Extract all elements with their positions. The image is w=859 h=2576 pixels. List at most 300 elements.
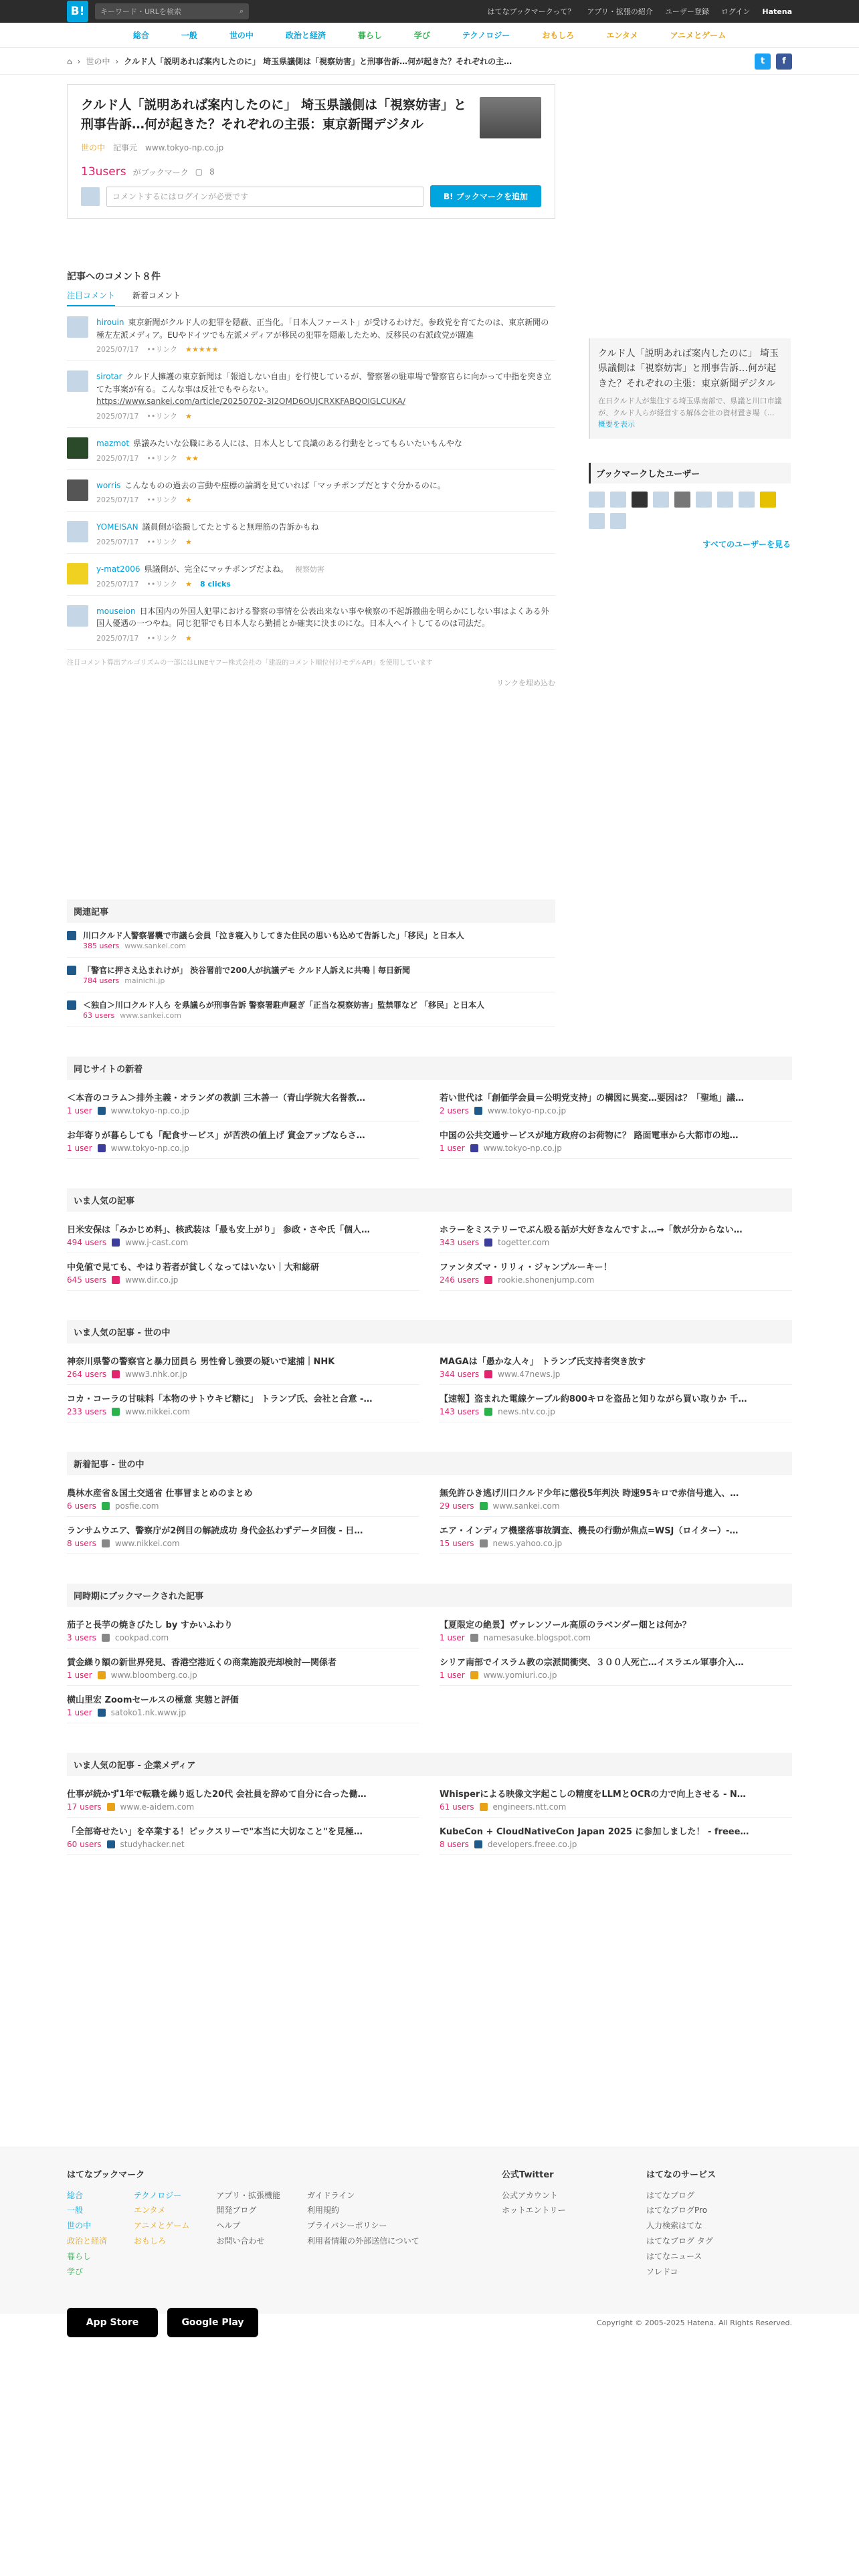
article-title[interactable]: 【夏限定の絶景】ヴァレンソール高原のラベンダー畑とは何か？ — [440, 1620, 691, 1630]
article-item[interactable] — [440, 1818, 792, 1855]
related-body — [83, 999, 484, 1020]
article-title[interactable]: 賃金繰り額の新世界発見、香港空港近くの商業施設売却検討―関係者 — [67, 1657, 337, 1668]
footer-link[interactable]: おもしろ — [134, 2236, 167, 2246]
article-users[interactable]: 61 users — [440, 1802, 474, 1812]
article-users[interactable]: 3 users — [67, 1632, 96, 1642]
footer-services-header: はてなのサービス — [646, 2170, 717, 2180]
article-item[interactable] — [67, 1216, 419, 1253]
article-users[interactable]: 8 users — [440, 1839, 469, 1849]
footer-link[interactable]: アニメとゲーム — [134, 2221, 190, 2231]
site-favicon — [484, 1239, 492, 1247]
section-columns — [67, 1348, 792, 1422]
article-domain[interactable]: www.nikkei.com — [114, 1538, 180, 1548]
article-domain[interactable]: www.tokyo-np.co.jp — [110, 1143, 189, 1153]
footer-link[interactable]: テクノロジー — [134, 2190, 182, 2200]
related-users[interactable]: 63 users — [83, 1010, 115, 1020]
footer-link[interactable]: 利用者情報の外部送信について — [306, 2236, 419, 2246]
hatena-bookmark-logo[interactable]: B! — [67, 1, 88, 22]
avatar — [81, 187, 100, 206]
article-item[interactable] — [67, 1121, 419, 1159]
article-title[interactable]: 横山里宏 Zoomセールスの極意 実態と評価 — [67, 1695, 239, 1705]
user-avatar[interactable] — [67, 316, 88, 338]
about-link[interactable]: はてなブックマークって？ — [487, 7, 575, 16]
footer-link[interactable]: 暮らし — [67, 2251, 92, 2261]
footer-link[interactable]: 開発ブログ — [216, 2206, 257, 2216]
article-domain[interactable]: satoko1.nk.www.jp — [110, 1707, 187, 1717]
footer-link[interactable]: 一般 — [67, 2206, 84, 2216]
search-icon[interactable]: ⌕ — [239, 7, 244, 15]
article-domain[interactable]: www.tokyo-np.co.jp — [483, 1143, 562, 1153]
article-title[interactable]: ＜本音のコラム＞排外主義・オランダの教訓 三木善一（青山学院大名誉教… — [67, 1093, 365, 1103]
signup-link[interactable]: ユーザー登録 — [664, 7, 709, 16]
user-avatar[interactable] — [653, 492, 669, 508]
user-avatar[interactable] — [696, 492, 712, 508]
section-columns — [67, 1611, 792, 1723]
article-domain[interactable]: www.nikkei.com — [125, 1406, 190, 1416]
comment-date[interactable]: 2025/07/17 — [96, 412, 139, 421]
footer-link[interactable]: 人力検索はてな — [646, 2221, 703, 2231]
article-item[interactable] — [440, 1216, 792, 1253]
sidebar — [589, 338, 791, 550]
footer — [0, 2147, 859, 2328]
site-favicon — [470, 1634, 478, 1642]
user-avatar[interactable] — [610, 492, 626, 508]
article-title[interactable]: 「全部寄せたい」を卒業する！ピックスリーで"本当に大切なこと"を見極… — [67, 1826, 363, 1837]
article-users[interactable]: 1 user — [67, 1707, 92, 1717]
article-users[interactable]: 29 users — [440, 1501, 474, 1511]
section-column — [67, 1611, 419, 1723]
article-meta — [67, 1275, 419, 1285]
user-avatar[interactable] — [67, 437, 88, 459]
article-domain[interactable]: news.ntv.co.jp — [498, 1406, 555, 1416]
comment-content: 県議側が、完全にマッチポンプだよね。 — [144, 564, 289, 574]
article-users[interactable]: 1 user — [67, 1105, 92, 1115]
comment-stars[interactable]: ★ — [185, 412, 193, 421]
tab-new[interactable]: 新着コメント — [132, 291, 181, 300]
article-domain[interactable]: www.bloomberg.co.jp — [110, 1670, 197, 1680]
nav-knowledge[interactable]: 学び — [413, 31, 430, 40]
article-item[interactable] — [67, 1253, 419, 1291]
comment-placeholder: コメントするにはログインが必要です — [112, 192, 249, 201]
article-item[interactable] — [67, 1385, 419, 1422]
article-domain[interactable]: www.dir.co.jp — [125, 1275, 179, 1285]
article-domain[interactable]: engineers.ntt.com — [492, 1802, 567, 1812]
article-item[interactable] — [67, 1818, 419, 1855]
article-users[interactable]: 494 users — [67, 1237, 107, 1247]
comment-tag[interactable]: 視察妨害 — [295, 564, 325, 574]
login-link[interactable]: ログイン — [721, 7, 751, 16]
comment-stars[interactable]: ★★★★★ — [185, 345, 219, 354]
entry-thumbnail[interactable] — [480, 97, 541, 138]
footer-bookmark-header: はてなブックマーク — [67, 2170, 145, 2180]
site-favicon — [107, 1803, 115, 1811]
related-title[interactable]: 「警官に押さえ込まれけが」 渋谷署前で200人が抗議デモ クルド人訴えに共鳴｜毎日新聞 — [83, 965, 411, 975]
nav-economics[interactable]: 政治と経済 — [285, 31, 326, 40]
article-meta — [67, 1633, 419, 1642]
comment-permalink[interactable]: ••リンク — [147, 579, 178, 588]
comment-date[interactable]: 2025/07/17 — [96, 453, 139, 463]
user-avatar[interactable] — [67, 370, 88, 392]
user-avatar[interactable] — [717, 492, 733, 508]
comment-stars[interactable]: ★ — [185, 633, 193, 643]
nav-game[interactable]: アニメとゲーム — [670, 31, 727, 40]
article-item[interactable] — [67, 1686, 419, 1723]
related-item[interactable] — [67, 958, 555, 992]
comment-stars[interactable]: ★★ — [185, 453, 199, 463]
article-domain[interactable]: togetter.com — [498, 1237, 550, 1247]
related-domain[interactable]: www.sankei.com — [124, 941, 186, 950]
site-favicon — [474, 1840, 482, 1848]
comment-permalink[interactable]: ••リンク — [147, 496, 178, 505]
comment-permalink[interactable]: ••リンク — [147, 633, 178, 643]
user-avatar[interactable] — [67, 521, 88, 542]
article-title[interactable]: ホラーをミステリーでぶん殴る話が大好きなんですよ…→「飲が分からない… — [440, 1224, 743, 1235]
breadcrumb-section[interactable]: 世の中 — [86, 57, 110, 66]
comment-content: こんなものの過去の言動や座標の論調を見ていれば「マッチポンプだとすぐ分かるのに。 — [124, 480, 446, 490]
article-title[interactable]: ファンタズマ・リリィ・ジャンプルーキー！ — [440, 1262, 612, 1273]
article-item[interactable] — [440, 1121, 792, 1159]
article-meta — [440, 1238, 792, 1247]
user-avatar[interactable] — [67, 563, 88, 584]
nav-life[interactable]: 暮らし — [357, 31, 382, 40]
site-favicon — [102, 1634, 110, 1642]
article-domain[interactable]: www.yomiuri.co.jp — [483, 1670, 557, 1680]
article-title[interactable]: 【速報】盗まれた電線ケーブル約800キロを盗品と知りながら買い取りか 千… — [440, 1394, 747, 1404]
article-item[interactable] — [67, 1780, 419, 1818]
article-section — [67, 1452, 792, 1554]
article-domain[interactable]: www.sankei.com — [492, 1501, 560, 1511]
show-summary-link[interactable]: 概要を表示 — [598, 420, 635, 429]
article-meta — [440, 1407, 792, 1416]
article-item[interactable] — [440, 1780, 792, 1818]
apps-link[interactable]: アプリ・拡張の紹介 — [587, 7, 653, 16]
comment-stars[interactable]: ★ — [185, 496, 193, 505]
comment-user[interactable]: hirouin — [96, 318, 124, 327]
site-favicon — [474, 1107, 482, 1115]
site-favicon — [98, 1709, 106, 1717]
comment-permalink[interactable]: ••リンク — [147, 345, 178, 354]
article-meta — [67, 1106, 419, 1115]
article-users[interactable]: 1 user — [440, 1143, 465, 1153]
comment-body — [96, 370, 555, 422]
section-column — [440, 1084, 792, 1159]
article-title[interactable]: MAGAは「愚かな人々」 トランプ氏支持者突き放す — [440, 1356, 646, 1367]
site-favicon — [98, 1144, 106, 1152]
article-meta — [67, 1370, 419, 1379]
article-meta — [67, 1708, 419, 1717]
footer-link[interactable]: 学び — [67, 2266, 84, 2276]
article-domain[interactable]: rookie.shonenjump.com — [498, 1275, 595, 1285]
comment-body — [96, 521, 555, 548]
users-count[interactable]: 13users — [81, 165, 126, 179]
article-title[interactable]: Whisperによる映像文字起こしの精度をLLMとOCRの力で向上させる - N… — [440, 1789, 746, 1800]
article-domain[interactable]: www.tokyo-np.co.jp — [110, 1105, 189, 1115]
article-item[interactable] — [440, 1517, 792, 1554]
article-title[interactable]: 中免値で見ても、やはり若者が貧しくなってはいない｜大和総研 — [67, 1262, 320, 1273]
article-users[interactable]: 1 user — [67, 1670, 92, 1680]
article-domain[interactable]: cookpad.com — [114, 1632, 169, 1642]
article-title[interactable]: コカ・コーラの甘味料「本物のサトウキビ糖に」 トランプ氏、会社と合意 -… — [67, 1394, 373, 1404]
nav-it[interactable]: テクノロジー — [462, 31, 510, 40]
footer-link[interactable]: 世の中 — [67, 2221, 92, 2231]
article-meta — [67, 1144, 419, 1153]
related-section — [67, 899, 555, 1027]
article-users[interactable]: 343 users — [440, 1237, 480, 1247]
section-column — [440, 1611, 792, 1723]
breadcrumb-sep: › — [77, 56, 81, 66]
article-users[interactable]: 1 user — [440, 1670, 465, 1680]
comment-content: 日本国内の外国人犯罪における警察の事情を公表出来ない事や検察の不起訴撤曲を明らかにしない事はよくある外国人優遇の一つやね。同じ犯罪でも日本人なら勤捕とか確実に決まのにな。日本人ヘイトしてるのは司法だ。 — [96, 606, 549, 629]
related-item[interactable] — [67, 923, 555, 958]
article-item[interactable] — [67, 1479, 419, 1517]
comment-input[interactable] — [106, 187, 423, 207]
article-title[interactable]: 神奈川県警の警察官と暴力団員ら 男性脅し強要の疑いで逮捕｜NHK — [67, 1356, 335, 1367]
site-favicon — [98, 1671, 106, 1679]
article-users[interactable]: 1 user — [440, 1632, 465, 1642]
related-title[interactable]: 川口クルド人警察署襲で市議ら会員「泣き寝入りしてきた住民の思いも込めて告訴した」「移民」と日本人 — [83, 930, 464, 940]
article-title[interactable]: 若い世代は「創価学会員＝公明党支持」の構図に異変…要因は？「聖地」議… — [440, 1093, 745, 1103]
footer-link[interactable]: ホットエントリー — [502, 2206, 566, 2216]
embed-link[interactable]: リンクを埋め込む — [496, 678, 555, 687]
add-bookmark-label: ブックマークを追加 — [456, 192, 528, 201]
article-title[interactable]: お年寄りが暮らしても「配食サービス」が苦渋の値上げ 賞金アップならさ… — [67, 1130, 365, 1141]
footer-link[interactable]: 利用規約 — [306, 2206, 339, 2216]
comment-meta — [96, 344, 555, 355]
section-column — [440, 1479, 792, 1554]
footer-link[interactable]: 総合 — [67, 2190, 84, 2200]
related-domain[interactable]: www.sankei.com — [120, 1010, 181, 1020]
comment-content: 東京新聞がクルド人の犯罪を隠蔽、正当化。「日本人ファースト」が受けるわけだ。参政党を育てたのは、東京新聞の極左左派メディア。EUやドイツでも左派メディアが移民の犯罪を隠蔽したため、反移民の右派政党が躍進 — [96, 318, 549, 340]
related-users[interactable]: 784 users — [83, 976, 120, 985]
article-item[interactable] — [440, 1348, 792, 1385]
add-bookmark-button[interactable]: B! ブックマークを追加 — [430, 185, 541, 207]
nav-all[interactable]: 総合 — [132, 31, 149, 40]
comment-stars[interactable]: ★ — [185, 579, 193, 588]
comment-stars[interactable]: ★ — [185, 537, 193, 546]
article-domain[interactable]: www.j-cast.com — [125, 1237, 189, 1247]
article-domain[interactable]: namesasuke.blogspot.com — [483, 1632, 591, 1642]
article-title[interactable]: 農林水産省＆国土交通省 仕事冒まとめのまとめ — [67, 1488, 253, 1499]
comment-date[interactable]: 2025/07/17 — [96, 633, 139, 643]
user-avatar[interactable] — [589, 513, 605, 529]
article-item[interactable] — [440, 1648, 792, 1686]
article-users[interactable]: 6 users — [67, 1501, 96, 1511]
comment-text — [96, 479, 555, 492]
search-input[interactable] — [95, 3, 249, 19]
section-header: いま人気の記事 — [67, 1188, 792, 1212]
article-title[interactable]: シリア南部でイスラム教の宗派間衝突、３００人死亡…イスラエル軍事介入… — [440, 1657, 744, 1668]
article-domain[interactable]: studyhacker.net — [120, 1839, 185, 1849]
tab-popular[interactable]: 注目コメント — [67, 290, 115, 306]
comment-permalink[interactable]: ••リンク — [147, 412, 178, 421]
footer-link[interactable]: はてなブログ タグ — [646, 2236, 713, 2246]
comment-text — [96, 521, 555, 534]
article-title[interactable]: 仕事が続かず1年で転職を繰り返した20代 会社員を辞めて自分に合った働… — [67, 1789, 367, 1800]
comment-clicks[interactable]: 8 clicks — [200, 579, 231, 588]
section-column — [440, 1780, 792, 1855]
related-meta — [83, 976, 410, 985]
google-play-badge[interactable]: Google Play — [167, 2308, 258, 2337]
footer-link[interactable]: お問い合わせ — [216, 2236, 265, 2246]
article-meta — [440, 1275, 792, 1285]
comment-item — [67, 596, 555, 650]
footer-link[interactable]: ソレドコ — [646, 2266, 678, 2276]
user-avatar[interactable] — [67, 479, 88, 501]
facebook-icon[interactable]: f — [776, 53, 792, 70]
article-item[interactable] — [440, 1479, 792, 1517]
nav-social[interactable]: 世の中 — [229, 31, 254, 40]
article-item[interactable] — [67, 1084, 419, 1121]
comment-meta — [96, 633, 555, 644]
comment-count: 8 — [209, 167, 215, 177]
related-header: 関連記事 — [67, 899, 555, 923]
footer-link[interactable]: アプリ・拡張機能 — [216, 2190, 280, 2200]
related-domain[interactable]: mainichi.jp — [124, 976, 165, 985]
comment-date[interactable]: 2025/07/17 — [96, 579, 139, 588]
site-favicon — [67, 1000, 76, 1010]
article-users[interactable]: 233 users — [67, 1406, 107, 1416]
article-title[interactable]: 茄子と長芋の焼きびたし by すかいふわり — [67, 1620, 233, 1630]
comment-user[interactable]: y-mat2006 — [96, 564, 140, 574]
article-title[interactable]: 中国の公共交通サービスが地方政府のお荷物に？ 路面電車から大都市の地… — [440, 1130, 739, 1141]
entry-title[interactable]: クルド人「説明あれば案内したのに」 埼玉県議側は「視察妨害」と刑事告訴…何が起きた？それぞれの主張：東京新聞デジタル — [81, 98, 467, 132]
site-favicon — [107, 1840, 115, 1848]
user-avatar[interactable] — [610, 513, 626, 529]
article-title[interactable]: 日米安保は「みかじめ料」、核武装は「最も安上がり」 参政・さや氏「個人… — [67, 1224, 371, 1235]
footer-link[interactable]: はてなブログPro — [646, 2206, 708, 2216]
article-domain[interactable]: www.47news.jp — [498, 1369, 561, 1379]
comment-date[interactable]: 2025/07/17 — [96, 537, 139, 546]
sidebar-title[interactable]: クルド人「説明あれば案内したのに」 埼玉県議側は「視察妨害」と刑事告訴…何が起きた？それぞれの主張：東京新聞デジタル — [598, 348, 779, 389]
footer-link[interactable]: ガイドライン — [306, 2190, 355, 2200]
nav-entertainment[interactable]: エンタメ — [606, 31, 638, 40]
footer-link[interactable]: 公式アカウント — [502, 2190, 558, 2200]
comment-user[interactable]: sirotar — [96, 372, 122, 382]
section-column — [440, 1216, 792, 1291]
search-placeholder: キーワード・URLを検索 — [100, 7, 181, 16]
article-domain[interactable]: news.yahoo.co.jp — [492, 1538, 563, 1548]
section-columns — [67, 1216, 792, 1291]
site-favicon — [480, 1803, 488, 1811]
article-item[interactable] — [440, 1611, 792, 1648]
nav-fun[interactable]: おもしろ — [542, 31, 575, 40]
footer-link[interactable]: はてなブログ — [646, 2190, 695, 2200]
article-users[interactable]: 246 users — [440, 1275, 480, 1285]
article-title[interactable]: KubeCon + CloudNativeCon Japan 2025 に参加しました！ - freee… — [440, 1826, 749, 1837]
site-favicon — [102, 1539, 110, 1547]
user-avatar[interactable] — [67, 605, 88, 627]
comment-item — [67, 554, 555, 596]
article-item[interactable] — [67, 1611, 419, 1648]
footer-link[interactable]: エンタメ — [134, 2206, 166, 2216]
article-domain[interactable]: www.tokyo-np.co.jp — [487, 1105, 567, 1115]
app-store-badge[interactable]: App Store — [67, 2308, 158, 2337]
comment-user[interactable]: YOMEISAN — [96, 522, 138, 532]
article-users[interactable]: 344 users — [440, 1369, 480, 1379]
article-item[interactable] — [440, 1385, 792, 1422]
comment-date[interactable]: 2025/07/17 — [96, 496, 139, 505]
entry-category[interactable]: 世の中 — [81, 143, 106, 152]
entry-record-label: 記事元 — [113, 143, 138, 152]
section-header: いま人気の記事 - 企業メディア — [67, 1753, 792, 1776]
user-avatar[interactable] — [739, 492, 755, 508]
footer-link[interactable]: プライバシーポリシー — [306, 2221, 387, 2231]
article-meta — [67, 1539, 419, 1548]
article-section — [67, 1584, 792, 1723]
comment-user[interactable]: mouseion — [96, 606, 136, 616]
article-domain[interactable]: www.e-aidem.com — [120, 1802, 195, 1812]
article-title[interactable]: ランサムウエア、警察庁が2例目の解読成功 身代金払わずデータ回復 - 日… — [67, 1525, 363, 1536]
article-users[interactable]: 15 users — [440, 1538, 474, 1548]
article-title[interactable]: エア・インディア機墜落事故調査、機長の行動が焦点=WSJ（ロイター）-… — [440, 1525, 739, 1536]
footer-link[interactable]: はてなニュース — [646, 2251, 702, 2261]
section-column — [67, 1216, 419, 1291]
article-item[interactable] — [67, 1648, 419, 1686]
comment-body — [96, 479, 555, 506]
footer-link[interactable]: 政治と経済 — [67, 2236, 108, 2246]
site-favicon — [67, 966, 76, 975]
article-users[interactable]: 143 users — [440, 1406, 480, 1416]
article-domain[interactable]: posfie.com — [114, 1501, 159, 1511]
user-avatar[interactable] — [632, 492, 648, 508]
site-favicon — [470, 1671, 478, 1679]
twitter-icon[interactable]: t — [755, 53, 771, 70]
comments-header: 記事へのコメント８件 — [67, 272, 161, 282]
related-users[interactable]: 385 users — [83, 941, 120, 950]
comment-permalink[interactable]: ••リンク — [147, 453, 178, 463]
article-domain[interactable]: developers.freee.co.jp — [487, 1839, 577, 1849]
home-icon[interactable]: ⌂ — [67, 56, 72, 66]
article-item[interactable] — [67, 1348, 419, 1385]
article-users[interactable]: 645 users — [67, 1275, 107, 1285]
article-meta — [67, 1840, 419, 1849]
article-domain[interactable]: www3.nhk.or.jp — [125, 1369, 187, 1379]
comment-permalink[interactable]: ••リンク — [147, 537, 178, 546]
users-label: がブックマーク — [132, 167, 189, 177]
article-users[interactable]: 8 users — [67, 1538, 96, 1548]
article-users[interactable]: 1 user — [67, 1143, 92, 1153]
comment-user[interactable]: worris — [96, 480, 121, 490]
nav-general[interactable]: 一般 — [181, 31, 197, 40]
related-item[interactable] — [67, 992, 555, 1027]
comment-body — [96, 316, 555, 355]
comment-item — [67, 307, 555, 361]
all-users-link[interactable]: すべてのユーザーを見る — [702, 539, 791, 549]
entry-domain[interactable]: www.tokyo-np.co.jp — [145, 142, 224, 152]
article-title[interactable]: 無免許ひき逃げ川口クルド少年に懲役5年判決 時速95キロで赤信号進入、… — [440, 1488, 739, 1499]
article-users[interactable]: 2 users — [440, 1105, 469, 1115]
comment-user[interactable]: mazmot — [96, 439, 130, 449]
article-users[interactable]: 264 users — [67, 1369, 107, 1379]
user-avatar[interactable] — [674, 492, 690, 508]
user-avatar[interactable] — [760, 492, 776, 508]
comment-url[interactable]: https://www.sankei.com/article/20250702-3I2OMD6OUJCRXKFABQOIGLCUKA/ — [96, 397, 405, 407]
comment-item — [67, 428, 555, 470]
article-users[interactable]: 17 users — [67, 1802, 102, 1812]
footer-link[interactable]: ヘルプ — [216, 2221, 241, 2231]
user-avatar[interactable] — [589, 492, 605, 508]
article-item[interactable] — [440, 1084, 792, 1121]
related-title[interactable]: ＜独自＞川口クルド人ら を県議らが刑事告訴 警察署駐声騒ぎ「正当な視察妨害」監禁罪など 「移民」と日本人 — [83, 1000, 485, 1010]
article-meta — [440, 1144, 792, 1153]
article-item[interactable] — [67, 1517, 419, 1554]
comment-body — [96, 563, 555, 590]
article-users[interactable]: 60 users — [67, 1839, 102, 1849]
site-favicon — [112, 1239, 120, 1247]
comment-date[interactable]: 2025/07/17 — [96, 345, 139, 354]
article-item[interactable] — [440, 1253, 792, 1291]
hatena-brand[interactable]: Hatena — [762, 7, 792, 16]
